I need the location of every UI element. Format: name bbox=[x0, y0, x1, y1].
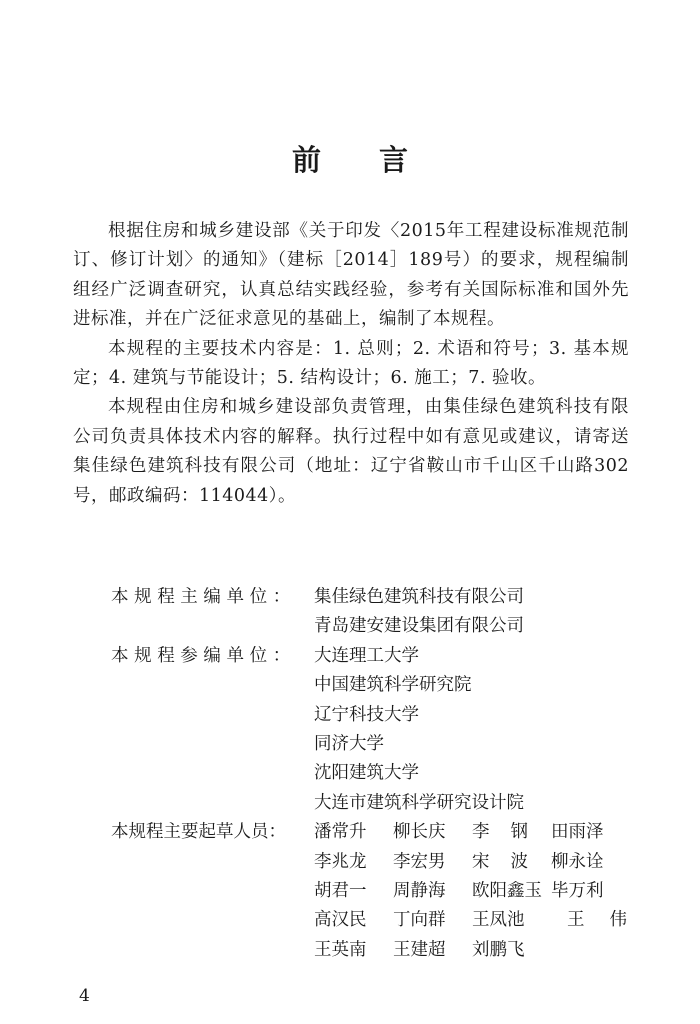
drafter-name: 潘常升 bbox=[314, 822, 367, 843]
name-char: 波 bbox=[510, 851, 528, 872]
drafter-name: 李宏男 bbox=[393, 851, 446, 872]
drafter-name: 欧阳鑫玉 bbox=[472, 880, 542, 901]
drafter-name: 柳永诠 bbox=[551, 851, 604, 872]
participating-unit-row bbox=[111, 671, 671, 700]
drafter-name: 高汉民 bbox=[314, 910, 367, 931]
participating-unit-row bbox=[111, 701, 671, 730]
name-char: 宋 bbox=[472, 851, 490, 872]
drafter-name: 柳长庆 bbox=[393, 822, 446, 843]
participating-unit-row bbox=[111, 642, 671, 671]
participating-units-label: 本规程参编单位： bbox=[111, 645, 296, 666]
drafters-row bbox=[111, 818, 671, 847]
paragraph-contents: 本规程的主要技术内容是：1. 总则；2. 术语和符号；3. 基本规定；4. 建筑与节能设计；5. 结构设计；6. 施工；7. 验收。 bbox=[73, 338, 629, 389]
drafter-name: 李兆龙 bbox=[314, 851, 367, 872]
chief-unit: 集佳绿色建筑科技有限公司 bbox=[314, 587, 524, 607]
participating-unit-row bbox=[111, 730, 671, 759]
chief-units-label: 本规程主编单位： bbox=[111, 587, 296, 607]
drafter-name: 周静海 bbox=[393, 880, 446, 901]
chief-unit-row bbox=[111, 612, 671, 641]
participating-unit: 中国建筑科学研究院 bbox=[314, 675, 472, 696]
page-number: 4 bbox=[79, 986, 90, 1006]
drafter-name: 毕万利 bbox=[551, 880, 604, 901]
name-char: 李 bbox=[472, 822, 490, 843]
participating-unit: 同济大学 bbox=[314, 733, 384, 754]
drafters-row bbox=[111, 906, 671, 935]
drafter-names bbox=[314, 906, 646, 935]
preface-body bbox=[73, 217, 629, 511]
drafter-name: 王凤池 bbox=[472, 910, 525, 931]
name-char: 伟 bbox=[609, 910, 627, 931]
chief-unit-row bbox=[111, 583, 671, 612]
drafter-name bbox=[567, 906, 627, 935]
drafters-row bbox=[111, 936, 671, 965]
paragraph-basis: 根据住房和城乡建设部《关于印发〈2015年工程建设标准规范制订、修订计划〉的通知》（建标［2014］189号）的要求，规程编制组经广泛调查研究，认真总结实践经验，参考有关国际标准和国外先进标准，并在广泛征求意见的基础上，编制了本规程。 bbox=[73, 221, 629, 330]
drafters-row bbox=[111, 877, 671, 906]
drafters-row bbox=[111, 848, 671, 877]
drafter-name: 王英南 bbox=[314, 939, 367, 960]
participating-unit: 沈阳建筑大学 bbox=[314, 763, 419, 784]
participating-unit: 辽宁科技大学 bbox=[314, 704, 419, 725]
name-char: 王 bbox=[567, 910, 585, 931]
drafter-names bbox=[314, 936, 646, 965]
drafter-name: 胡君一 bbox=[314, 880, 367, 901]
units-section bbox=[111, 583, 671, 965]
drafter-name: 刘鹏飞 bbox=[472, 939, 525, 960]
drafter-name bbox=[472, 818, 528, 847]
drafters-label: 本规程主要起草人员： bbox=[111, 822, 286, 843]
participating-unit: 大连市建筑科学研究设计院 bbox=[314, 792, 524, 813]
drafter-names bbox=[314, 877, 646, 906]
paragraph-management: 本规程由住房和城乡建设部负责管理，由集佳绿色建筑科技有限公司负责具体技术内容的解释。执行过程中如有意见或建议，请寄送集佳绿色建筑科技有限公司（地址：辽宁省鞍山市千山区千山路302号，邮政编码：114044）。 bbox=[73, 397, 629, 506]
drafter-name: 丁向群 bbox=[393, 910, 446, 931]
participating-unit-row bbox=[111, 789, 671, 818]
page-title: 前言 bbox=[291, 143, 466, 177]
drafter-name: 田雨泽 bbox=[551, 822, 604, 843]
drafter-names bbox=[314, 848, 646, 877]
drafter-name: 王建超 bbox=[393, 939, 446, 960]
drafter-names bbox=[314, 818, 646, 847]
name-char: 钢 bbox=[510, 822, 528, 843]
chief-unit: 青岛建安建设集团有限公司 bbox=[314, 616, 524, 637]
participating-unit-row bbox=[111, 759, 671, 788]
participating-unit: 大连理工大学 bbox=[314, 645, 419, 666]
drafter-name bbox=[472, 848, 528, 877]
